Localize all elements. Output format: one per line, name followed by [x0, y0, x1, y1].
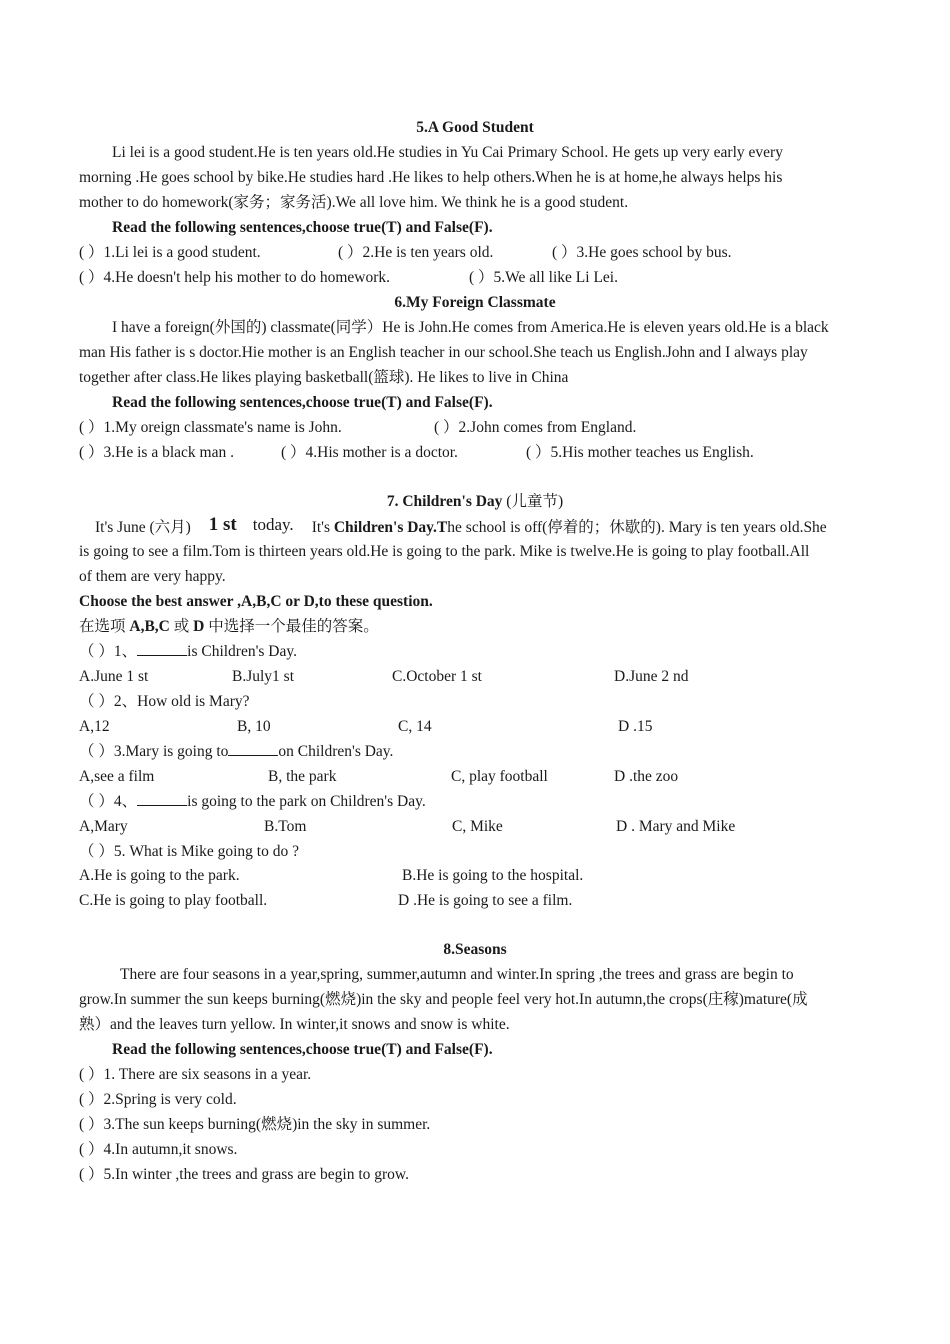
section7-title-chinese: (儿童节) [502, 493, 564, 510]
s7-q1-prefix: （ ）1、 [79, 643, 138, 660]
s6-question-3[interactable]: ( ）3.He is a black man . [79, 444, 234, 461]
s7-instr-cn-abc: A,B,C [129, 618, 170, 635]
s7-q4-blank[interactable] [137, 792, 187, 806]
s7-instr-cn-1: 在选项 [79, 618, 130, 635]
s7-question-2[interactable]: （ ）2、How old is Mary? [79, 693, 250, 710]
s7-q4-option-b[interactable]: B.Tom [264, 818, 307, 835]
s7-p1-bold-day: Children's Day.T [333, 519, 448, 536]
s7-q2-option-d[interactable]: D .15 [618, 718, 653, 735]
s7-q1-option-c[interactable]: C.October 1 st [392, 668, 482, 685]
s5-question-1[interactable]: ( ）1.Li lei is a good student. [79, 244, 261, 261]
s5-paragraph-line-3: mother to do homework(家务；家务活).We all love him. We think he is a good student. [79, 194, 629, 211]
s5-question-5[interactable]: ( ）5.We all like Li Lei. [469, 269, 618, 286]
s7-instruction-chinese [79, 617, 379, 637]
s8-paragraph-line-1: There are four seasons in a year,spring, summer,autumn and winter.In spring ,the trees and grass are begin to [120, 966, 794, 983]
s7-q1-option-d[interactable]: D.June 2 nd [614, 668, 689, 685]
s7-q2-option-a[interactable]: A,12 [79, 718, 110, 735]
s7-q4-option-d[interactable]: D . Mary and Mike [616, 818, 736, 835]
s7-p1-date-label: It's June (六月) [95, 519, 191, 536]
s7-p1-its: It's [311, 519, 334, 536]
s7-q4-prefix: （ ）4、 [79, 793, 138, 810]
s8-question-1[interactable]: ( ）1. There are six seasons in a year. [79, 1066, 312, 1083]
s7-instr-cn-or: 或 [169, 618, 194, 635]
s8-question-2[interactable]: ( ）2.Spring is very cold. [79, 1091, 237, 1108]
s7-q3-option-b[interactable]: B, the park [268, 768, 337, 785]
s6-question-4[interactable]: ( ）4.His mother is a doctor. [281, 444, 458, 461]
s6-paragraph-line-1: I have a foreign(外国的) classmate(同学）He is John.He comes from America.He is eleven years old.He is a black [112, 319, 829, 336]
s5-paragraph-line-2: morning .He goes school by bike.He studies hard .He likes to help others.When he is at home,he always helps his [79, 169, 783, 186]
s7-q5-option-b[interactable]: B.He is going to the hospital. [402, 867, 584, 884]
s8-question-5[interactable]: ( ）5.In winter ,the trees and grass are begin to grow. [79, 1166, 409, 1183]
s8-paragraph-line-2: grow.In summer the sun keeps burning(燃烧)in the sky and people feel very hot.In autumn,the crops(庄稼)mature(成 [79, 991, 808, 1008]
s7-p1-date-big: 1 st [208, 514, 237, 535]
s5-question-2[interactable]: ( ）2.He is ten years old. [338, 244, 494, 261]
s5-question-3[interactable]: ( ）3.He goes school by bus. [552, 244, 732, 261]
s7-q4-option-a[interactable]: A,Mary [79, 818, 128, 835]
s7-question-4[interactable] [79, 792, 426, 812]
s7-q3-blank[interactable] [228, 742, 278, 756]
s6-paragraph-line-3: together after class.He likes playing basketball(篮球). He likes to live in China [79, 369, 569, 386]
s7-instr-cn-d: D [193, 618, 205, 635]
section8-title: 8.Seasons [443, 941, 507, 958]
s8-paragraph-line-3: 熟）and the leaves turn yellow. In winter,it snows and snow is white. [79, 1016, 510, 1033]
s6-paragraph-line-2: man His father is s doctor.Hie mother is an English teacher in our school.She teach us English.John and I always play [79, 344, 808, 361]
s7-paragraph-line-2: is going to see a film.Tom is thirteen years old.He is going to the park. Mike is twelve.He is going to play football.All [79, 543, 810, 560]
s7-q4-text: is going to the park on Children's Day. [187, 793, 426, 810]
s7-q1-option-b[interactable]: B.July1 st [232, 668, 295, 685]
s7-paragraph-line-1 [95, 514, 827, 538]
s7-q3-prefix: （ ）3.Mary is going to [79, 743, 229, 760]
s7-q4-option-c[interactable]: C, Mike [452, 818, 503, 835]
s5-question-4[interactable]: ( ）4.He doesn't help his mother to do homework. [79, 269, 391, 286]
s6-instruction: Read the following sentences,choose true(T) and False(F). [112, 394, 493, 411]
s7-instr-cn-2: 中选择一个最佳的答案。 [204, 618, 379, 635]
s7-instruction-english: Choose the best answer ,A,B,C or D,to these question. [79, 593, 433, 610]
s6-question-1[interactable]: ( ）1.My oreign classmate's name is John. [79, 419, 342, 436]
s7-q1-text: is Children's Day. [187, 643, 297, 660]
s5-instruction: Read the following sentences,choose true(T) and False(F). [112, 219, 493, 236]
s8-instruction: Read the following sentences,choose true(T) and False(F). [112, 1041, 493, 1058]
s7-question-5[interactable]: （ ）5. What is Mike going to do ? [79, 843, 299, 860]
s7-q1-option-a[interactable]: A.June 1 st [79, 668, 149, 685]
section6-title: 6.My Foreign Classmate [394, 294, 556, 311]
s7-question-3[interactable] [79, 742, 393, 762]
s7-q5-option-a[interactable]: A.He is going to the park. [79, 867, 240, 884]
s7-p1-rest: he school is off(停着的；休歇的). Mary is ten years old.She [447, 519, 827, 536]
s7-paragraph-line-3: of them are very happy. [79, 568, 226, 585]
s7-q2-option-b[interactable]: B, 10 [237, 718, 271, 735]
s7-q3-option-c[interactable]: C, play football [451, 768, 548, 785]
s8-question-3[interactable]: ( ）3.The sun keeps burning(燃烧)in the sky in summer. [79, 1116, 431, 1133]
section5-title: 5.A Good Student [416, 119, 534, 136]
s6-question-5[interactable]: ( ）5.His mother teaches us English. [526, 444, 754, 461]
s7-question-1[interactable] [79, 642, 297, 662]
s8-question-4[interactable]: ( ）4.In autumn,it snows. [79, 1141, 238, 1158]
s7-p1-today: today. [252, 515, 294, 534]
s7-q3-text: on Children's Day. [278, 743, 394, 760]
s7-q2-option-c[interactable]: C, 14 [398, 718, 432, 735]
section7-title [0, 492, 950, 512]
s7-q3-option-a[interactable]: A,see a film [79, 768, 155, 785]
section7-title-main: 7. Children's Day [386, 493, 503, 510]
s6-question-2[interactable]: ( ）2.John comes from England. [434, 419, 637, 436]
s7-q1-blank[interactable] [137, 642, 187, 656]
s5-paragraph-line-1: Li lei is a good student.He is ten years old.He studies in Yu Cai Primary School. He gets up very early every [112, 144, 783, 161]
s7-q5-option-c[interactable]: C.He is going to play football. [79, 892, 268, 909]
s7-q3-option-d[interactable]: D .the zoo [614, 768, 679, 785]
s7-q5-option-d[interactable]: D .He is going to see a film. [398, 892, 573, 909]
